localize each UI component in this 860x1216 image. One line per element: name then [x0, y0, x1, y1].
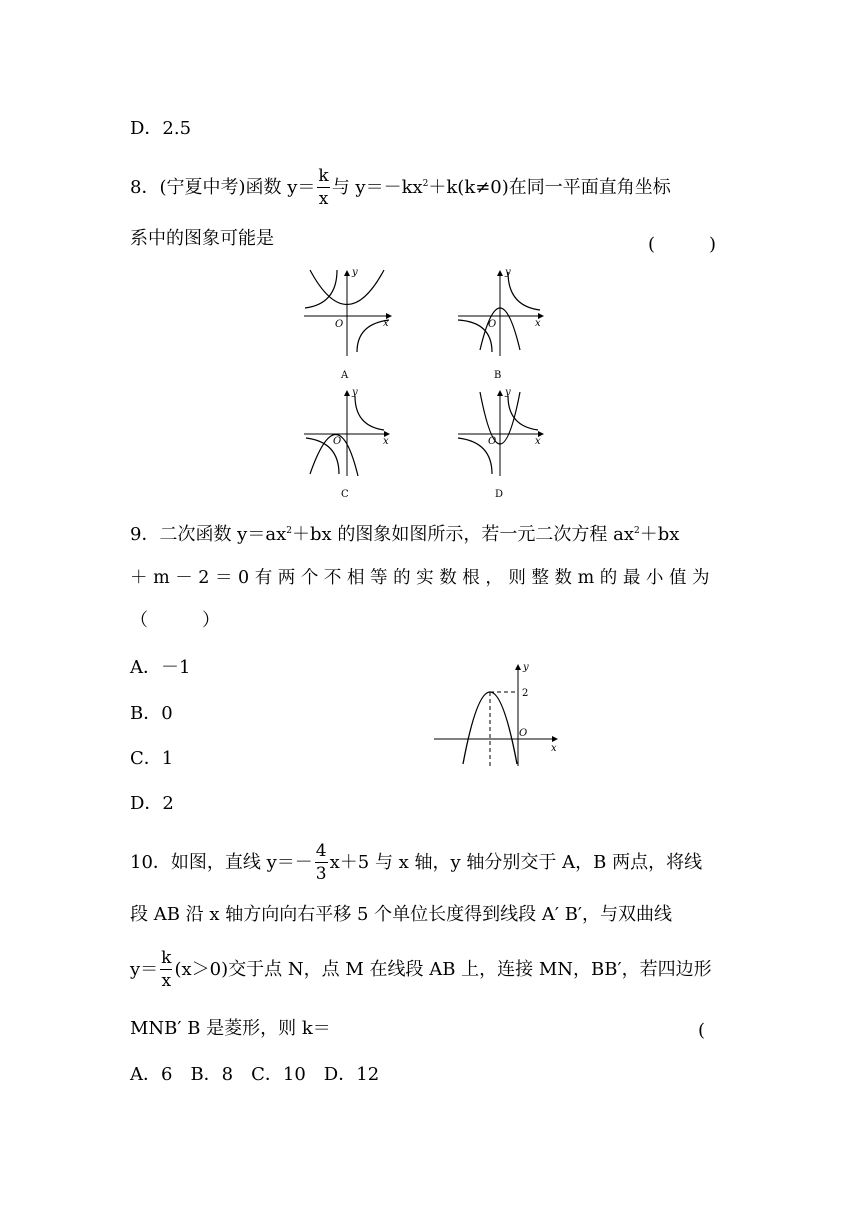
- origin-label: O: [488, 319, 497, 330]
- q9-sup1: 2: [286, 526, 292, 536]
- origin-label: O: [519, 728, 528, 739]
- q10-line3-a: y＝: [130, 959, 159, 980]
- y-axis-label: y: [505, 267, 511, 278]
- y-arrow: [515, 664, 521, 670]
- q10-fraction: [315, 843, 328, 883]
- q10-frac-den: 3: [315, 864, 327, 884]
- q9-line1: [130, 526, 679, 544]
- x-axis-label: x: [551, 743, 557, 754]
- origin-label: O: [488, 436, 497, 447]
- x-axis-label: x: [535, 436, 541, 447]
- graph-label-c: C: [341, 489, 349, 500]
- q10-options: A．6 B．8 C．10 D．12: [130, 1064, 380, 1085]
- q8-sup: 2: [422, 179, 429, 189]
- hyperbola-curve-upper: [508, 272, 540, 310]
- y-arrow: [497, 270, 503, 276]
- origin-label: O: [333, 436, 342, 447]
- q8-mid: 与 y＝－kx: [331, 177, 423, 198]
- y-axis-label: y: [352, 387, 358, 398]
- y-arrow: [344, 270, 350, 276]
- y-arrow: [497, 390, 503, 396]
- q10-line1: [130, 843, 702, 883]
- x-axis-label: x: [535, 318, 541, 329]
- q8-graph-b: [454, 266, 554, 386]
- y-axis-label: y: [352, 267, 358, 278]
- q8-frac-den: x: [318, 189, 329, 209]
- q10-line1-b: x＋5 与 x 轴，y 轴分别交于 A，B 两点，将线: [329, 852, 703, 873]
- q10-line3: [130, 950, 712, 990]
- x-axis-label: x: [383, 436, 389, 447]
- q8-prefix: 8．(宁夏中考)函数 y＝: [130, 177, 316, 198]
- hyperbola-curve-upper: [305, 270, 337, 308]
- origin-label: O: [335, 319, 344, 330]
- q9-line2: ＋ m － 2 ＝ 0 有 两 个 不 相 等 的 实 数 根 ， 则 整 数 m 的 最 小 值 为: [130, 568, 710, 588]
- q9-option-b: B．0: [130, 703, 173, 724]
- q9-option-d: D．2: [130, 793, 174, 814]
- hyperbola-curve-upper: [355, 396, 384, 430]
- y-arrow: [344, 390, 350, 396]
- q10-frac2-num: k: [161, 948, 172, 968]
- graph-label-b: B: [494, 370, 502, 381]
- q10-line1-a: 10．如图，直线 y＝－: [130, 852, 313, 873]
- q9-option-c: C．1: [130, 748, 174, 769]
- q8-graph-c: [300, 386, 400, 506]
- q8-line2: 系中的图象可能是: [130, 228, 274, 249]
- q8-suffix: ＋k(k≠0)在同一平面直角坐标: [428, 177, 671, 198]
- q8-line1: [130, 168, 671, 208]
- q9-option-a: A．－1: [130, 657, 191, 678]
- q10-answer-paren: (: [698, 1020, 706, 1041]
- x-arrow: [552, 736, 558, 742]
- q8-frac-num: k: [318, 166, 329, 186]
- q10-frac-num: 4: [315, 841, 327, 861]
- q9-line1-a: 9．二次函数 y＝ax: [130, 524, 287, 545]
- q9-paren: （ ）: [130, 610, 220, 631]
- q9-line1-c: ＋bx: [639, 524, 680, 545]
- q9-line1-b: ＋bx 的图象如图所示，若一元二次方程 ax: [291, 524, 634, 545]
- q10-line4: MNB′ B 是菱形，则 k＝: [130, 1018, 331, 1039]
- q10-frac2-den: x: [161, 971, 172, 991]
- hyperbola-curve-lower: [458, 438, 492, 474]
- q8-fraction: [317, 168, 329, 208]
- q10-fraction2: [160, 950, 172, 990]
- q10-line2: 段 AB 沿 x 轴方向向右平移 5 个单位长度得到线段 A′ B′，与双曲线: [130, 904, 673, 925]
- q8-answer-paren: ( ): [648, 234, 717, 255]
- x-axis-label: x: [383, 318, 389, 329]
- y-axis-label: y: [505, 387, 511, 398]
- q8-graph-d: [454, 386, 554, 506]
- y-axis-label: y: [523, 662, 529, 673]
- q7-option-d: D．2.5: [130, 118, 192, 139]
- max-value-label: 2: [522, 688, 529, 699]
- graph-label-d: D: [495, 489, 504, 500]
- q10-line3-b: (x＞0)交于点 N，点 M 在线段 AB 上，连接 MN，BB′，若四边形: [174, 959, 712, 980]
- q8-graph-a: [300, 266, 400, 386]
- graph-label-a: A: [341, 370, 349, 381]
- q9-sup2: 2: [633, 526, 640, 536]
- q9-graph: [430, 658, 570, 770]
